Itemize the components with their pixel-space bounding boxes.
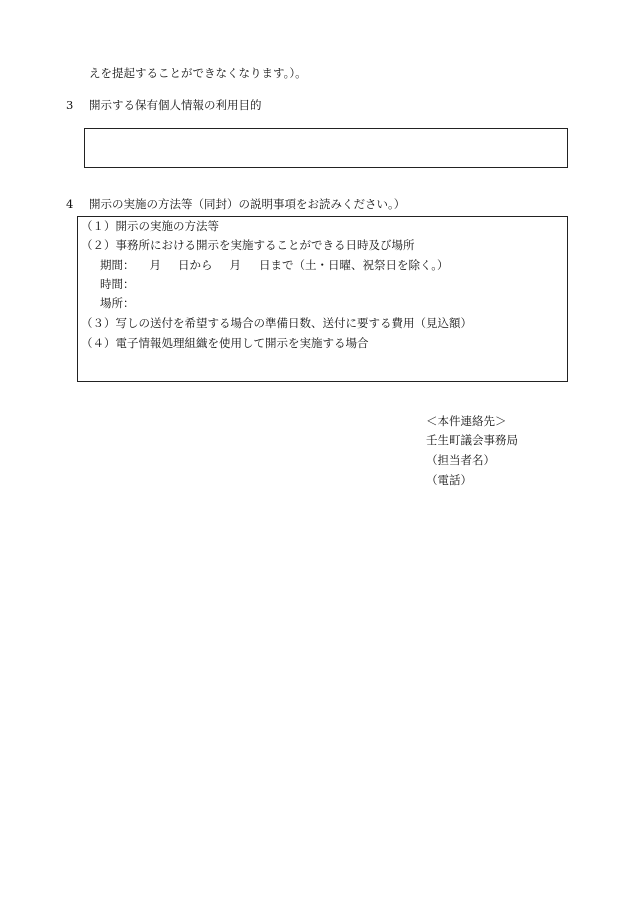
period-day-from: 日から	[178, 258, 213, 272]
period-month-from: 月	[149, 258, 161, 272]
contact-heading: ＜本件連絡先＞	[426, 414, 507, 428]
time-label: 時間：	[100, 277, 135, 291]
period-line	[100, 260, 449, 272]
contact-person-label: （担当者名）	[426, 453, 495, 467]
section3-answer-box	[84, 128, 568, 168]
section3-number: 3	[66, 98, 74, 112]
contact-office: 壬生町議会事務局	[426, 433, 518, 447]
period-day-until: 日まで（土・日曜、祝祭日を除く。）	[259, 258, 449, 272]
item-4-electronic: （４）電子情報処理組織を使用して開示を実施する場合	[81, 336, 369, 350]
place-label: 場所：	[100, 296, 135, 310]
contact-phone-label: （電話）	[426, 473, 472, 487]
item-3-mailing-cost: （３）写しの送付を希望する場合の準備日数、送付に要する費用（見込額）	[81, 316, 472, 330]
section4-heading: 開示の実施の方法等（同封）の説明事項をお読みください。）	[89, 197, 406, 211]
item-1-method: （１）開示の実施の方法等	[81, 219, 219, 233]
section4-details-box	[77, 216, 568, 382]
period-label: 期間：	[100, 258, 135, 272]
section3-heading: 開示する保有個人情報の利用目的	[89, 98, 262, 112]
section4-number: 4	[66, 197, 74, 211]
continuation-text: えを提起することができなくなります。）。	[89, 66, 307, 80]
item-2-office-disclosure: （２）事務所における開示を実施することができる日時及び場所	[81, 238, 415, 252]
period-month-until: 月	[229, 258, 241, 272]
